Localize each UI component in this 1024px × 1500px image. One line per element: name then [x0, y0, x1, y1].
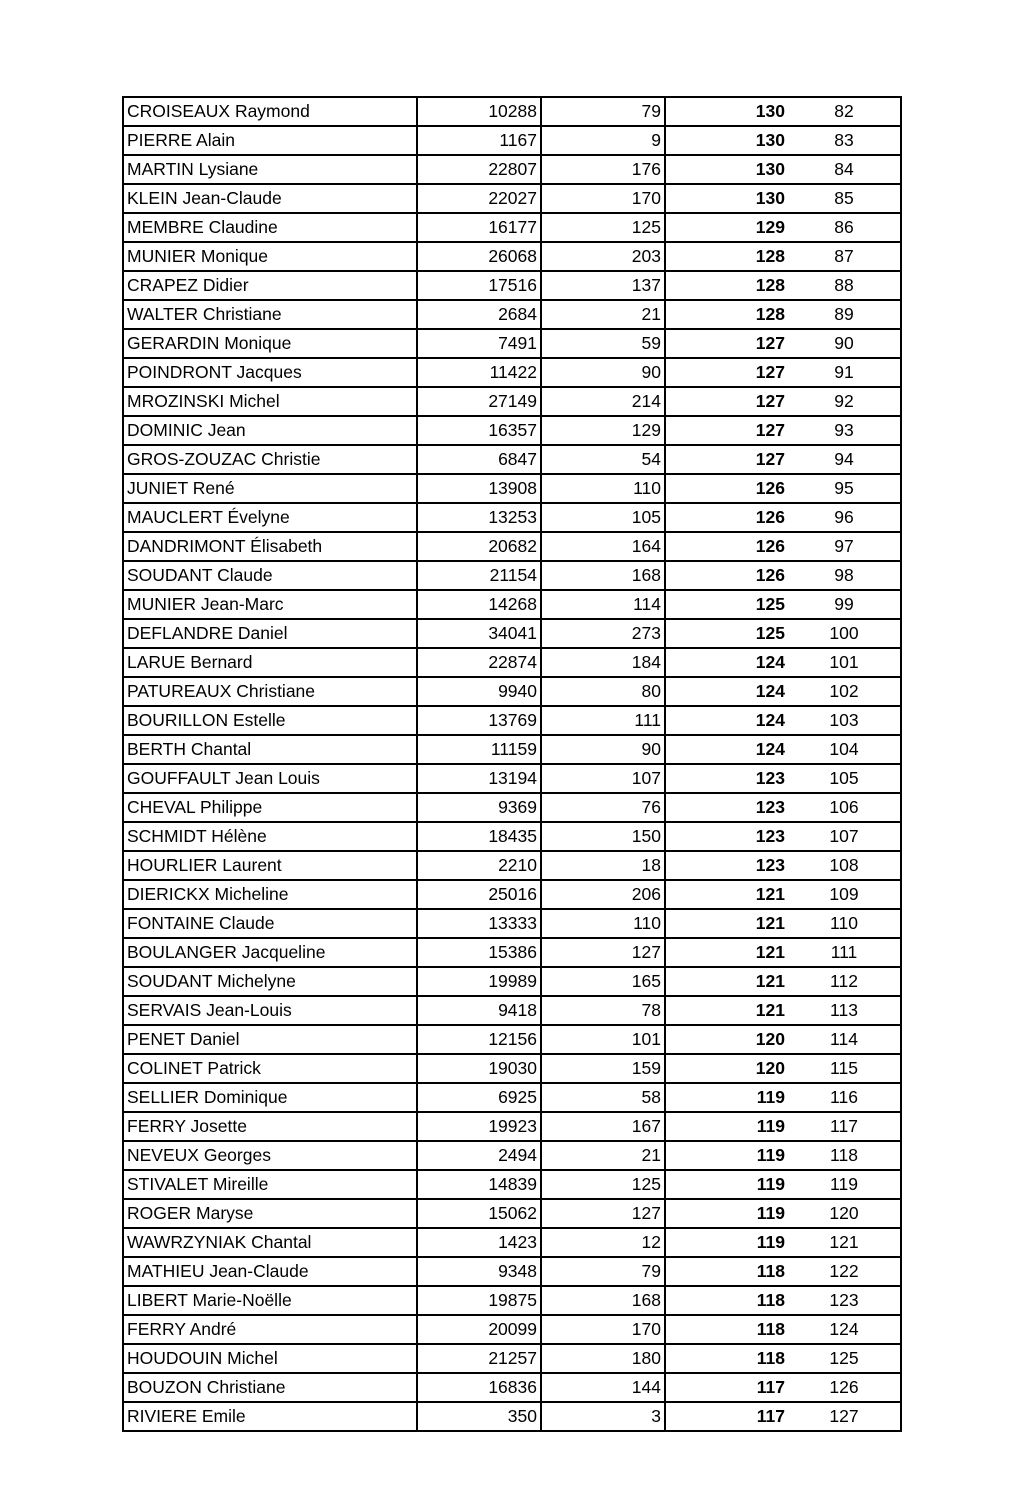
- rank-cell: 117: [788, 1112, 901, 1141]
- table-row: [123, 1141, 901, 1170]
- total-value-cell: 25016: [417, 880, 541, 909]
- table-row: [123, 1286, 901, 1315]
- score-cell: 124: [665, 677, 788, 706]
- person-name-cell: POINDRONT Jacques: [123, 358, 417, 387]
- rank-cell: 90: [788, 329, 901, 358]
- table-row: [123, 851, 901, 880]
- person-name-cell: LIBERT Marie-Noëlle: [123, 1286, 417, 1315]
- rank-cell: 86: [788, 213, 901, 242]
- score-cell: 121: [665, 996, 788, 1025]
- count-value-cell: 90: [541, 735, 665, 764]
- total-value-cell: 18435: [417, 822, 541, 851]
- score-cell: 119: [665, 1083, 788, 1112]
- score-cell: 118: [665, 1257, 788, 1286]
- score-cell: 119: [665, 1141, 788, 1170]
- count-value-cell: 127: [541, 1199, 665, 1228]
- score-cell: 123: [665, 793, 788, 822]
- table-row: [123, 1083, 901, 1112]
- table-row: [123, 474, 901, 503]
- rank-cell: 115: [788, 1054, 901, 1083]
- count-value-cell: 170: [541, 1315, 665, 1344]
- rank-cell: 91: [788, 358, 901, 387]
- score-cell: 121: [665, 880, 788, 909]
- total-value-cell: 9348: [417, 1257, 541, 1286]
- score-cell: 126: [665, 474, 788, 503]
- count-value-cell: 168: [541, 1286, 665, 1315]
- table-row: [123, 677, 901, 706]
- count-value-cell: 3: [541, 1402, 665, 1431]
- table-row: [123, 1112, 901, 1141]
- score-cell: 127: [665, 387, 788, 416]
- total-value-cell: 13333: [417, 909, 541, 938]
- rank-cell: 111: [788, 938, 901, 967]
- person-name-cell: WAWRZYNIAK Chantal: [123, 1228, 417, 1257]
- total-value-cell: 20099: [417, 1315, 541, 1344]
- score-cell: 126: [665, 532, 788, 561]
- person-name-cell: MARTIN Lysiane: [123, 155, 417, 184]
- total-value-cell: 350: [417, 1402, 541, 1431]
- count-value-cell: 168: [541, 561, 665, 590]
- results-table: [122, 96, 902, 1432]
- rank-cell: 114: [788, 1025, 901, 1054]
- count-value-cell: 76: [541, 793, 665, 822]
- score-cell: 124: [665, 735, 788, 764]
- score-cell: 126: [665, 503, 788, 532]
- rank-cell: 107: [788, 822, 901, 851]
- person-name-cell: MAUCLERT Évelyne: [123, 503, 417, 532]
- total-value-cell: 9940: [417, 677, 541, 706]
- table-row: [123, 735, 901, 764]
- rank-cell: 100: [788, 619, 901, 648]
- results-table-body: [123, 97, 901, 1431]
- person-name-cell: STIVALET Mireille: [123, 1170, 417, 1199]
- person-name-cell: BOULANGER Jacqueline: [123, 938, 417, 967]
- rank-cell: 112: [788, 967, 901, 996]
- total-value-cell: 19923: [417, 1112, 541, 1141]
- total-value-cell: 16357: [417, 416, 541, 445]
- table-row: [123, 213, 901, 242]
- table-row: [123, 271, 901, 300]
- count-value-cell: 273: [541, 619, 665, 648]
- total-value-cell: 6847: [417, 445, 541, 474]
- count-value-cell: 107: [541, 764, 665, 793]
- table-row: [123, 1315, 901, 1344]
- total-value-cell: 2684: [417, 300, 541, 329]
- count-value-cell: 54: [541, 445, 665, 474]
- count-value-cell: 110: [541, 909, 665, 938]
- score-cell: 123: [665, 851, 788, 880]
- rank-cell: 85: [788, 184, 901, 213]
- count-value-cell: 214: [541, 387, 665, 416]
- count-value-cell: 150: [541, 822, 665, 851]
- total-value-cell: 34041: [417, 619, 541, 648]
- count-value-cell: 203: [541, 242, 665, 271]
- person-name-cell: ROGER Maryse: [123, 1199, 417, 1228]
- total-value-cell: 15386: [417, 938, 541, 967]
- total-value-cell: 21257: [417, 1344, 541, 1373]
- score-cell: 125: [665, 590, 788, 619]
- rank-cell: 109: [788, 880, 901, 909]
- person-name-cell: SERVAIS Jean-Louis: [123, 996, 417, 1025]
- table-row: [123, 880, 901, 909]
- table-row: [123, 793, 901, 822]
- score-cell: 121: [665, 909, 788, 938]
- person-name-cell: HOUDOUIN Michel: [123, 1344, 417, 1373]
- total-value-cell: 2210: [417, 851, 541, 880]
- table-row: [123, 126, 901, 155]
- score-cell: 127: [665, 329, 788, 358]
- person-name-cell: SOUDANT Claude: [123, 561, 417, 590]
- table-row: [123, 532, 901, 561]
- table-row: [123, 1170, 901, 1199]
- count-value-cell: 159: [541, 1054, 665, 1083]
- rank-cell: 102: [788, 677, 901, 706]
- score-cell: 121: [665, 938, 788, 967]
- person-name-cell: CHEVAL Philippe: [123, 793, 417, 822]
- person-name-cell: GOUFFAULT Jean Louis: [123, 764, 417, 793]
- person-name-cell: FERRY André: [123, 1315, 417, 1344]
- person-name-cell: CRAPEZ Didier: [123, 271, 417, 300]
- score-cell: 118: [665, 1286, 788, 1315]
- count-value-cell: 176: [541, 155, 665, 184]
- count-value-cell: 80: [541, 677, 665, 706]
- total-value-cell: 26068: [417, 242, 541, 271]
- score-cell: 128: [665, 300, 788, 329]
- table-row: [123, 242, 901, 271]
- person-name-cell: MATHIEU Jean-Claude: [123, 1257, 417, 1286]
- count-value-cell: 21: [541, 1141, 665, 1170]
- count-value-cell: 18: [541, 851, 665, 880]
- rank-cell: 88: [788, 271, 901, 300]
- table-row: [123, 445, 901, 474]
- table-row: [123, 822, 901, 851]
- count-value-cell: 170: [541, 184, 665, 213]
- table-row: [123, 1373, 901, 1402]
- total-value-cell: 10288: [417, 97, 541, 126]
- rank-cell: 106: [788, 793, 901, 822]
- rank-cell: 96: [788, 503, 901, 532]
- rank-cell: 124: [788, 1315, 901, 1344]
- person-name-cell: COLINET Patrick: [123, 1054, 417, 1083]
- count-value-cell: 12: [541, 1228, 665, 1257]
- score-cell: 123: [665, 764, 788, 793]
- count-value-cell: 125: [541, 213, 665, 242]
- count-value-cell: 21: [541, 300, 665, 329]
- score-cell: 127: [665, 358, 788, 387]
- person-name-cell: NEVEUX Georges: [123, 1141, 417, 1170]
- total-value-cell: 7491: [417, 329, 541, 358]
- rank-cell: 123: [788, 1286, 901, 1315]
- count-value-cell: 125: [541, 1170, 665, 1199]
- score-cell: 127: [665, 416, 788, 445]
- table-row: [123, 996, 901, 1025]
- total-value-cell: 9418: [417, 996, 541, 1025]
- person-name-cell: PATUREAUX Christiane: [123, 677, 417, 706]
- rank-cell: 110: [788, 909, 901, 938]
- total-value-cell: 14839: [417, 1170, 541, 1199]
- score-cell: 130: [665, 155, 788, 184]
- person-name-cell: JUNIET René: [123, 474, 417, 503]
- count-value-cell: 144: [541, 1373, 665, 1402]
- score-cell: 128: [665, 242, 788, 271]
- score-cell: 117: [665, 1402, 788, 1431]
- person-name-cell: SCHMIDT Hélène: [123, 822, 417, 851]
- score-cell: 117: [665, 1373, 788, 1402]
- count-value-cell: 127: [541, 938, 665, 967]
- total-value-cell: 9369: [417, 793, 541, 822]
- table-row: [123, 967, 901, 996]
- total-value-cell: 16836: [417, 1373, 541, 1402]
- count-value-cell: 165: [541, 967, 665, 996]
- score-cell: 127: [665, 445, 788, 474]
- count-value-cell: 90: [541, 358, 665, 387]
- table-row: [123, 764, 901, 793]
- table-row: [123, 706, 901, 735]
- person-name-cell: LARUE Bernard: [123, 648, 417, 677]
- table-row: [123, 938, 901, 967]
- total-value-cell: 13908: [417, 474, 541, 503]
- count-value-cell: 101: [541, 1025, 665, 1054]
- table-row: [123, 300, 901, 329]
- score-cell: 126: [665, 561, 788, 590]
- total-value-cell: 17516: [417, 271, 541, 300]
- total-value-cell: 15062: [417, 1199, 541, 1228]
- score-cell: 118: [665, 1344, 788, 1373]
- total-value-cell: 1423: [417, 1228, 541, 1257]
- total-value-cell: 13253: [417, 503, 541, 532]
- total-value-cell: 19875: [417, 1286, 541, 1315]
- person-name-cell: KLEIN Jean-Claude: [123, 184, 417, 213]
- rank-cell: 127: [788, 1402, 901, 1431]
- count-value-cell: 110: [541, 474, 665, 503]
- person-name-cell: HOURLIER Laurent: [123, 851, 417, 880]
- rank-cell: 122: [788, 1257, 901, 1286]
- table-row: [123, 619, 901, 648]
- table-row: [123, 648, 901, 677]
- total-value-cell: 27149: [417, 387, 541, 416]
- score-cell: 118: [665, 1315, 788, 1344]
- person-name-cell: GROS-ZOUZAC Christie: [123, 445, 417, 474]
- table-row: [123, 1025, 901, 1054]
- score-cell: 120: [665, 1054, 788, 1083]
- rank-cell: 97: [788, 532, 901, 561]
- rank-cell: 118: [788, 1141, 901, 1170]
- person-name-cell: RIVIERE Emile: [123, 1402, 417, 1431]
- total-value-cell: 11422: [417, 358, 541, 387]
- count-value-cell: 206: [541, 880, 665, 909]
- count-value-cell: 59: [541, 329, 665, 358]
- rank-cell: 83: [788, 126, 901, 155]
- count-value-cell: 184: [541, 648, 665, 677]
- rank-cell: 104: [788, 735, 901, 764]
- count-value-cell: 9: [541, 126, 665, 155]
- count-value-cell: 105: [541, 503, 665, 532]
- person-name-cell: PIERRE Alain: [123, 126, 417, 155]
- table-row: [123, 184, 901, 213]
- total-value-cell: 1167: [417, 126, 541, 155]
- rank-cell: 103: [788, 706, 901, 735]
- rank-cell: 113: [788, 996, 901, 1025]
- count-value-cell: 79: [541, 1257, 665, 1286]
- total-value-cell: 16177: [417, 213, 541, 242]
- person-name-cell: MUNIER Jean-Marc: [123, 590, 417, 619]
- score-cell: 129: [665, 213, 788, 242]
- score-cell: 128: [665, 271, 788, 300]
- rank-cell: 119: [788, 1170, 901, 1199]
- count-value-cell: 114: [541, 590, 665, 619]
- total-value-cell: 22027: [417, 184, 541, 213]
- rank-cell: 82: [788, 97, 901, 126]
- score-cell: 120: [665, 1025, 788, 1054]
- total-value-cell: 22807: [417, 155, 541, 184]
- table-row: [123, 1402, 901, 1431]
- person-name-cell: GERARDIN Monique: [123, 329, 417, 358]
- table-row: [123, 561, 901, 590]
- person-name-cell: SELLIER Dominique: [123, 1083, 417, 1112]
- person-name-cell: CROISEAUX Raymond: [123, 97, 417, 126]
- table-row: [123, 387, 901, 416]
- rank-cell: 105: [788, 764, 901, 793]
- count-value-cell: 58: [541, 1083, 665, 1112]
- score-cell: 130: [665, 126, 788, 155]
- score-cell: 124: [665, 706, 788, 735]
- count-value-cell: 129: [541, 416, 665, 445]
- person-name-cell: DOMINIC Jean: [123, 416, 417, 445]
- table-row: [123, 1199, 901, 1228]
- table-row: [123, 909, 901, 938]
- score-cell: 119: [665, 1228, 788, 1257]
- score-cell: 119: [665, 1170, 788, 1199]
- table-row: [123, 590, 901, 619]
- table-row: [123, 358, 901, 387]
- person-name-cell: FERRY Josette: [123, 1112, 417, 1141]
- rank-cell: 94: [788, 445, 901, 474]
- total-value-cell: 21154: [417, 561, 541, 590]
- count-value-cell: 180: [541, 1344, 665, 1373]
- table-row: [123, 503, 901, 532]
- total-value-cell: 13769: [417, 706, 541, 735]
- count-value-cell: 167: [541, 1112, 665, 1141]
- rank-cell: 93: [788, 416, 901, 445]
- count-value-cell: 137: [541, 271, 665, 300]
- count-value-cell: 79: [541, 97, 665, 126]
- person-name-cell: PENET Daniel: [123, 1025, 417, 1054]
- score-cell: 124: [665, 648, 788, 677]
- person-name-cell: MUNIER Monique: [123, 242, 417, 271]
- score-cell: 123: [665, 822, 788, 851]
- table-row: [123, 329, 901, 358]
- person-name-cell: MEMBRE Claudine: [123, 213, 417, 242]
- count-value-cell: 111: [541, 706, 665, 735]
- score-cell: 119: [665, 1199, 788, 1228]
- rank-cell: 101: [788, 648, 901, 677]
- person-name-cell: MROZINSKI Michel: [123, 387, 417, 416]
- rank-cell: 116: [788, 1083, 901, 1112]
- table-row: [123, 1228, 901, 1257]
- total-value-cell: 20682: [417, 532, 541, 561]
- total-value-cell: 19989: [417, 967, 541, 996]
- total-value-cell: 14268: [417, 590, 541, 619]
- score-cell: 125: [665, 619, 788, 648]
- rank-cell: 126: [788, 1373, 901, 1402]
- count-value-cell: 164: [541, 532, 665, 561]
- total-value-cell: 13194: [417, 764, 541, 793]
- person-name-cell: DEFLANDRE Daniel: [123, 619, 417, 648]
- rank-cell: 87: [788, 242, 901, 271]
- total-value-cell: 6925: [417, 1083, 541, 1112]
- score-cell: 121: [665, 967, 788, 996]
- table-row: [123, 1054, 901, 1083]
- person-name-cell: BERTH Chantal: [123, 735, 417, 764]
- rank-cell: 99: [788, 590, 901, 619]
- person-name-cell: WALTER Christiane: [123, 300, 417, 329]
- total-value-cell: 12156: [417, 1025, 541, 1054]
- table-row: [123, 155, 901, 184]
- table-row: [123, 1257, 901, 1286]
- rank-cell: 108: [788, 851, 901, 880]
- count-value-cell: 78: [541, 996, 665, 1025]
- person-name-cell: BOURILLON Estelle: [123, 706, 417, 735]
- score-cell: 130: [665, 184, 788, 213]
- rank-cell: 92: [788, 387, 901, 416]
- person-name-cell: DIERICKX Micheline: [123, 880, 417, 909]
- table-row: [123, 97, 901, 126]
- total-value-cell: 11159: [417, 735, 541, 764]
- table-row: [123, 416, 901, 445]
- score-cell: 119: [665, 1112, 788, 1141]
- rank-cell: 121: [788, 1228, 901, 1257]
- table-row: [123, 1344, 901, 1373]
- person-name-cell: BOUZON Christiane: [123, 1373, 417, 1402]
- person-name-cell: SOUDANT Michelyne: [123, 967, 417, 996]
- person-name-cell: FONTAINE Claude: [123, 909, 417, 938]
- rank-cell: 125: [788, 1344, 901, 1373]
- total-value-cell: 22874: [417, 648, 541, 677]
- person-name-cell: DANDRIMONT Élisabeth: [123, 532, 417, 561]
- rank-cell: 95: [788, 474, 901, 503]
- rank-cell: 120: [788, 1199, 901, 1228]
- total-value-cell: 19030: [417, 1054, 541, 1083]
- score-cell: 130: [665, 97, 788, 126]
- total-value-cell: 2494: [417, 1141, 541, 1170]
- rank-cell: 98: [788, 561, 901, 590]
- rank-cell: 89: [788, 300, 901, 329]
- rank-cell: 84: [788, 155, 901, 184]
